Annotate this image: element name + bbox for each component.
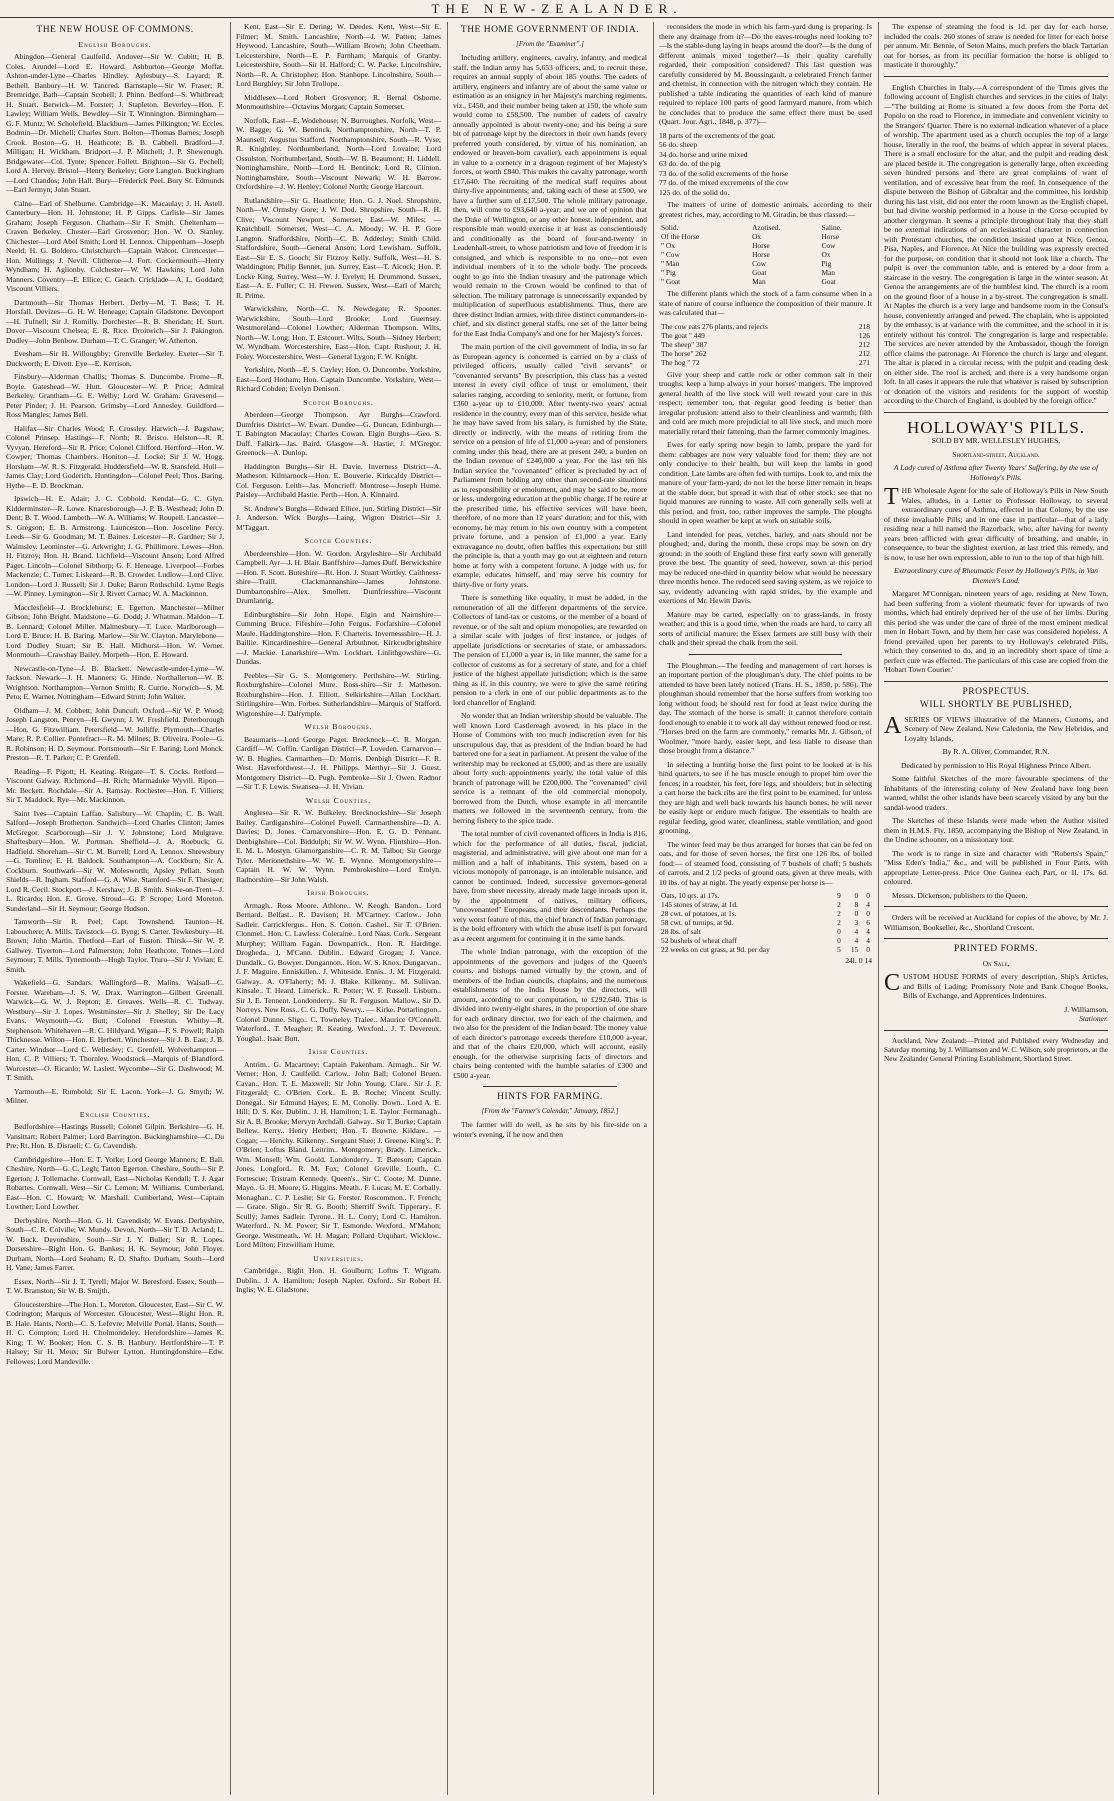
paragraph: Manure may be carted, especially on to grass-lands, in frosty weather; and this is a good time, when the roads are hard, to carry all sorts of artificial manure; the Essex farmers are still busy with their chalk and their spread the chalk from the soil.	[659, 609, 872, 647]
table-header-row	[659, 223, 872, 232]
paragraph-text: SERIES OF VIEWS illustrative of the Manners, Customs, and Scenery of New Zealand, New Caledonia, the New Hebrides, and Loyalty Islands,	[904, 714, 1108, 743]
table-cell: The cow eats 276 plants, and rejects	[661, 321, 768, 331]
section-heading: English Boroughs.	[78, 39, 152, 49]
table-cell: " Pig	[661, 268, 676, 277]
advert-title: HOLLOWAY'S PILLS.	[906, 417, 1086, 437]
paragraph: The matters of urine of domestic animals, according to their greatest riches, may, according to M. Giradin, be thus classed:—	[659, 200, 872, 219]
divider	[483, 1086, 617, 1087]
table-row	[659, 268, 872, 277]
table-cell: 2	[837, 909, 841, 918]
paragraph: Gloucestershire—The Hon. L. Moreton. Gloucester, East—Sir C. W. Codrington; Marquis of Worcester. Gloucester, West—Right Hon. R. B. Hale. Hants, North—C. S. Lefevre; Melville Portal. Hants, South—H. C. Compton; Lord H. Cholmondeley. Herefordshire—James K. King; T. W. Booker; Hon. C. S. B. Hanbury. Hertfordshire—T. P. Halsey; Sir H. Meux; Sir Bulwer Lytton. Huntingdonshire—Edw. Fellowes; Lord Mandeville.	[6, 1299, 224, 1366]
paragraph: Yorkshire, North—E. S. Cayley; Hon. O. Duncombe. Yorkshire, East—Lord Hotham; Hon. Captain Duncombe. Yorkshire, West—Richard Cobden; Evelyn Denison.	[236, 365, 441, 393]
paragraph: Beaumaris—Lord George Paget. Brecknock—C. R. Morgan. Cardiff—W. Coffin. Cardigan District—P. Loveden. Carnarvon—W. B. Hughes. Carmarthen—D. Morris. Denbigh District—F. R. West. Haverfordwest—J. H. Philipps. Merthyr—Sir J. Guest. Montgomery District—D. Pugh. Pembroke—Sir J. Owen. Radnor—Sir T. F. Lewis. Swansea—J. H. Vivian.	[236, 734, 441, 791]
paragraph: Orders will be received at Auckland for copies of the above, by Mr. J. Williamson, Bookseller, &c., Shortland Crescent.	[884, 913, 1108, 932]
table-row	[659, 349, 872, 358]
section-heading: English Counties.	[79, 1109, 151, 1119]
table-header: Saline.	[821, 223, 842, 232]
paragraph: Anglesea—Sir R. W. Bulkeley. Brecknockshire—Sir Joseph Bailey. Cardiganshire—Colonel Powell. Carmarthenshire—D. A. Davies; D. Jones. Carnarvonshire—Hon. E. G. D. Pennant. Denbighshire—Col. Biddulph; Sir W. W. Wynn. Flintshire—Hon. E. M. L. Mostyn. Glamorganshire—C. R. M. Talbot; Sir George Tyler. Merionethshire—W. W. E. Wynne. Montgomeryshire—Captain H. W. W. Wynn. Pembrokeshire—Lord Emlyn. Radnorshire—Sir John Walsh.	[236, 808, 441, 884]
table-cell: Horse	[821, 232, 840, 241]
table-cell: 52 bushels of wheat chaff	[661, 936, 737, 945]
drop-cap: T	[884, 484, 899, 510]
section-heading: Irish Boroughs.	[307, 888, 370, 897]
paragraph: The main portion of the civil government of India, in so far as European agency is concerned is carried on by a class of privileged officers, usually called "civil servants" or "covenanted servants" By prescription, this class has a vested interest in every civil office of trust or emolument, their salaries ranging, according to seniority, merit, or fortune, from £360 a-year up to £10,000. After twenty-two years' actual residence in the country, every man of this service, beside what he may have saved from his salary, is furnished by the State, directly or indirectly, with the means of retiring from the service on a pension of life of £1,000 a-year; and of pensioners coming under this head, there are at present 240, a burden on the Indian revenue of £240,000 a year. For the last ten his Indian service the "covenanted" officer is precluded by act of Parliament from holding any other than second-rate situations as to responsibility or emolument, and may be said to be, more or less, undergoing education at the public charge. If he retire at the prescribed time, his effective services will have been, therefore, of no more than 12 years' duration; and for this, with economy, he may return to his own country with a competent private fortune, and a pension of £1,000 a year. Early extravagance no doubt, often baffles this expectation; but still the principle is, that a youth may go out at eighteen and return home at forty with a competent fortune. A judge with us, for example, educates himself, and may serve his country for thirty-five or forty years.	[453, 342, 647, 589]
paragraph: In selecting a hunting horse the first point to be looked at is his hind quarters, to see if he has muscle enough to propel him over the fences; in a roadster, his feet, fore legs, and shoulders; but in selecting a cart horse the back ribs are the first point to be examined, for unless they are high and well back towards his haunch bones, he will never be easily kept or endure much fatigue. The essentials to health are regular feeding, good water, cleanliness, stable ventilation, and good grooming.	[659, 759, 872, 835]
table-cell: The goat " 449	[661, 330, 705, 340]
table-header: Azotised.	[752, 223, 781, 232]
table-cell: The hog " 72	[661, 357, 700, 367]
table-cell: Cow	[821, 241, 836, 250]
table-row	[659, 232, 872, 241]
source-note: [From the "Examiner".]	[516, 39, 584, 48]
advert-signature: J. Williamson,	[1064, 1004, 1108, 1014]
table-cell: Man	[821, 268, 836, 277]
paragraph: Edinburghshire—Sir John Hope. Elgin and Nairnshire—Cumming Bruce. Fifeshire—John Fergus. Forfarshire—Colonel Maule. Haddingtonshire—Hon. F. Charteris. Invernessshire—H. J. Baillie. Kincardineshire—General Arbuthnot. Kirkcudbrightshire—J. Mackie. Lanarkshire—Wm. Lockhart. Linlithgowshire—G. Dundas.	[236, 609, 441, 666]
table-row	[659, 241, 872, 250]
paragraph: Halifax—Sir Charles Wood; F. Crossley. Harwich—J. Bagshaw; Colonel Prinsep. Hastings—F. North; R. Brisco. Helston—R. R. Vyvyan. Hereford—Sir R. Price; Colonel Clifford. Hertford—Hon. W. Cowper; Thomas Chambers. Honiton—J. Locke; Sir J. W. Hogg. Horsham—W. R. S. Fitzgerald. Huddersfield—W. R. Stansfeld. Hull—James Clay; Lord Goderich. Huntingdon—Colonel Peel; Thos. Baring. Hythe—E. D. Brockman.	[6, 423, 224, 490]
advert-subtitle: SOLD BY MR. WELLESLEY HUGHES,	[931, 436, 1061, 445]
section-heading: Irish Counties.	[308, 1047, 369, 1056]
advert-title: PROSPECTUS.	[962, 686, 1030, 697]
table-row	[659, 331, 872, 340]
advert-caption: Extraordinary cure of Rheumatic Fever by Holloway's Pills, in Van Diemen's Land.	[894, 566, 1098, 585]
paragraph: Wakefield—G. Sandars. Wallingford—R. Malins. Walsall—C. Forster. Wareham—J. S. W. Drax. Warrington—Gilbert Greenall. Warwick—G. W. J. Repton; E. Greaves. Wells—R. C. Tudway. Westbury—Sir J. Lopes. Westminster—Sir J. Shelley; Sir De Lacy Evans. Weymouth—G. Butt; Colonel Freestun. Whitby—R. Stephenson. Whitehaven—R. C. Hildyard. Wigan—F. S. Powell; Ralph Thicknesse. Wilton—Hon. E. Herbert. Winchester—Sir J. B. East; J. B. Carter. Windsor—Lord C. Wellesley; C. Grenfell. Wolverhampton—Hon. C. P. Villiers; T. Thornley. Woodstock—Marquis of Blandford. Worcester—O. Ricardo; W. Laslett. Wycombe—Sir G. Dashwood; M. T. Smith.	[6, 978, 224, 1082]
paragraph: The expense of steaming the food is 1d. per day for each horse, included the coals. 260 stones of straw is needed for litter for each horse per annum. Mr. Bennie, of Seton Mains, much prefers the black Tartarian oat for horses, as from its peculiar formation the horse is obliged to masticate it thoroughly."	[884, 22, 1108, 69]
table-cell: 218	[858, 321, 870, 331]
list-item: 125 do. of the solid do.	[659, 187, 730, 197]
advert-dedication: Dedicated by permission to His Royal Highness Prince Albert.	[900, 760, 1092, 770]
cost-table	[659, 891, 872, 954]
paragraph: The work is to range in size and character with "Roberts's Spain," "Miss Eden's India," &c., and will be published in Four Parts, with appropriate Letter-press. Price One Guinea each Part, or 1l. 17s. 6d. coloured.	[884, 848, 1108, 886]
paragraph: Rutlandshire—Sir G. Heathcote; Hon. G. J. Noel. Shropshire, North—W. Ormsby Gore; J. W. Dod. Shropshire, South—R. H. Clive; Viscount Newport. Somerset, East—W. Miles; —Knatchbull. Somerset, West—C. A. Moody; W. H. P. Gore Langton. Staffordshire, North—C. B. Adderley; Smith Child. Staffordshire, South—General Anson; Lord Lewisham. Suffolk, East—Sir E. S. Gooch; Sir Fitzroy Kelly. Suffolk, West—H. S. Waddington; Philip Bennet, jun. Surrey, East—T. Alcock; Hon. P. Locke King. Surrey, West—W. J. Evelyn; H. Drummond. Sussex, East—A. E. Fuller; C. H. Frewen. Sussex, West—Earl of March; R. Prime.	[236, 195, 441, 300]
table-row	[659, 936, 872, 945]
paragraph: Reading—F. Pigott; H. Keating. Reigate—T. S. Cocks. Retford—Viscount Galway. Richmond—H. Rich; Marmaduke Wyvill. Ripon—Mr. Beckett. Rochdale—Sir A. Ramsay. Rochester—Hon. F. Villiers; Sir T. Maddock. Rye—Mr. Mackinnon.	[6, 766, 224, 804]
table-cell: Ox	[821, 250, 831, 259]
table-cell: 2	[837, 900, 841, 909]
paragraph: Ipswich—H. E. Adair; J. C. Cobbold. Kendal—G. C. Glyn. Kidderminster—R. Lowe. Knaresborough—J. P. B. Westhead; John D. Dent; B. T. Wood. Lambeth—W. A. Williams; W. Roupell. Lancaster—S. Gregson; E. B. Armstrong. Launceston—Hon. Josceline Percy. Leeds—Sir G. Goodman; M. T. Baines. Leicester—R. Gardner; Sir J. Walmsley. Leominster—G. Arkwright; J. G. Phillimore. Lewes—Hon. H. Fitzroy; Hon. H. Brand. Lichfield—Viscount Anson; Lord Alfred Paget. Lincoln—Colonel Sibthorp; G. F. Heneage. Liverpool—Forbes Mackenzie; C. Turner. Liskeard—R. B. Crowder. Ludlow—Lord Clive. London—Lord J. Russell; Sir J. Duke; Baron Rothschild. Lyme Regis—W. Pinney. Lymington—Sir J. Rivett Carnac; W. A. Mackinnon.	[6, 494, 224, 598]
paragraph: The total number of civil covenanted officers in India is 816, which for the performance of all duties, fiscal, judicial, magisterial, and administrative, will give about one man for a million and a half of inhabitants. This system, based on a vicious monopoly of patronage, is an intolerable nuisance, and cannot be continued. Indeed, successive governors-general have, from sheer necessity, already made large inroads upon it, by the appointment of natives, military officers, "uncovenanted" Europeans, and their descendants. Perhaps the very worst feature of this, the chief branch of Indian patronage, is the bold effrontery with which the abuse itself is put forward as a recent argument for continuing it in the same hands.	[453, 829, 647, 943]
table-cell: Horse	[752, 250, 770, 259]
paragraph: Dartmouth—Sir Thomas Herbert. Derby—M. T. Bass; T. H. Horsfall. Devizes—G. H. W. Heneage; Captain Gladstone. Devonport—H. Tufnell; Sir J. Romilly. Dorchester—R. B. Sheridan; H. Sturt. Dover—Viscount Chelsea; E. R. Rice. Droitwich—Sir J. Pakington. Dudley—John Benbow. Durham—T. C. Granger; W. Atherton.	[6, 297, 224, 345]
paragraph-text: HE Wholesale Agent for the sale of Holloway's Pills in New South Wales, alludes, in a Letter to Professor Holloway, to several extraordinary cures of Asthma, effected in that Colony, by the use of these invaluable Pills; and in one case in particular—that of a lady residing near a hill named the Razorback, who, after having for twenty years been afflicted with great difficulty of breathing, and unable, in consequence, to bear the slightest exertion, at last tried this remedy, and is now, to use her own expression, able to run to the top of that high hill.	[884, 486, 1108, 562]
table-row	[659, 322, 872, 331]
table-cell: 4	[866, 936, 870, 945]
table-cell: 0	[854, 891, 859, 900]
table-cell: 212	[858, 339, 870, 349]
table-cell: 9	[837, 891, 841, 900]
paragraph: Calne—Earl of Shelburne. Cambridge—K. Macaulay; J. H. Astell. Canterbury—Hon. H. Johnstone; H. P. Gipps. Carlisle—Sir James Graham; Joseph Ferguson. Chatham—Sir F. Smith. Cheltenham—Craven Berkeley. Chester—Earl Grosvenor; Hon. W. O. Stanley. Chichester—Lord Abel Smith; Lord H. Lennox. Chippenham—Joseph Neeld; H. G. Boldero. Christchurch—Captain Walcot. Cirencester—Hon. Mullings; J. Nevill. Clitheroe—J. Fort. Cockermouth—Henry Wyndham; H. Aglionby. Colchester—W. W. Hawkins; Lord John Manners. Coventry—E. Ellice; C. Geach. Cricklade—A. L. Goddard; Viscount Villiers.	[6, 198, 224, 293]
paragraph: Give your sheep and cattle rock or other common salt in their troughs; keep a lump always in your horses' mangers. The improved general health of the live stock will well reward your care in this respect; remember too, that regular good feeding is better than irregular profusion: attend also to their cleanliness and warmth; filth and cold are much more prejudicial to all live stock, and much more materially retard their fattening, than the farmer commonly imagines.	[659, 369, 872, 436]
table-cell: 271	[858, 357, 870, 367]
paragraph: Yarmouth—E. Rumbold; Sir E. Lacon. York—J. G. Smyth; W. Milner.	[6, 1086, 224, 1105]
paragraph: Antrim.. G. Macartney; Captain Pakenham. Armagh.. Sir W. Verner; Hon. J. Caulfeild. Carlow.. John Ball; Colonel Bruen. Cavan.. Hon. T. E. Maxwell; Sir John Young. Clare.. Sir J. F. Fitzgerald; C. O'Brien. Cork.. E. B. Roche; Vincent Scully. Donegal.. Sir Edmund Hayes; E. M. Conolly. Down.. Lord A. E. Hill; D. S. Ker. Dublin.. J. H. Hamilton; I. E. Taylor. Fermanagh.. Sir A. B. Brooke; Mervyn Archdall. Galway.. Sir T. Burke; Captain Bellew. Kerry.. Henry Herbert; Hon. T. Browne. Kildare.. — Cogan; — Henchy. Kilkenny.. Sergeant Shee; J. Greene. King's.. P. O'Brien; Loftus Bland. Leitrim.. Montgomery; Brady. Limerick.. Wm. Monsell; Wm. Goold. Londonderry.. T. Bateson; Captain Jones. Longford.. R. M. Fox; Colonel Greville. Louth.. C. Fortescue; Tristram Kennedy. Queen's.. Sir C. Coote; M. Dunne. Mayo.. G. H. Moore; G. Higgins. Meath.. F. Lucas; M. E. Corbally. Monaghan.. C. P. Leslie; Sir G. Forster. Roscommon.. F. French; — Grace. Sligo.. Sir R. G. Booth; Sherriff Swift. Tipperary.. F. Scully; James Sadleir. Tyrone.. H. L. Corry; Lord C. Hamilton. Waterford.. N. M. Power; Sir T. Esmonde. Wexford.. M'Mahon; George. Westmeath.. W. H. Magan; Pollard Urquhart. Wicklow.. Lord Milton; Fitzwilliam Hume.	[236, 1059, 441, 1249]
paragraph: St. Andrew's Burghs—Edward Ellice, jun. Stirling District—Sir J. Anderson. Wick Burghs—Laing. Wigton District—Sir J. M'Taggart.	[236, 503, 441, 532]
table-row	[659, 259, 872, 268]
article-title: THE NEW HOUSE OF COMMONS.	[36, 25, 194, 35]
paragraph: Peebles—Sir G. S. Montgomery. Perthshire—W. Stirling. Roxburghshire—Colonel Mure. Ross-shire—Sir J. Matheson. Roxburghshire—Hon. J. Elliott. Selkirkshire—Allan Lockhart. Stirlingshire—Wm. Forbes. Sutherlandshire—Marquis of Stafford. Wigtonshire—J. Dalrymple.	[236, 670, 441, 718]
manure-list	[659, 131, 872, 198]
divider	[884, 938, 1108, 939]
section-heading: Welsh Boroughs.	[304, 722, 373, 731]
table-cell: 28 lbs. of salt	[661, 927, 701, 936]
divider	[884, 412, 1108, 413]
section-heading: Scotch Boroughs.	[303, 397, 374, 407]
paragraph-text: USTOM HOUSE FORMS of every description, Ship's Articles, and Bills of Lading; Promissory Note and Bank Cheque Books, Bills of Exchange, and Apprentices Indentures.	[903, 972, 1108, 1000]
paragraph: Newcastle-on-Tyne—J. B. Blackett. Newcastle-under-Lyme—W. Jackson. Newark—J. H. Manners; G. Hinde. Northallerton—W. B. Wrightson. Northampton—Vernon Smith; R. Currie. Norwich—S. M. Peto; E. Warner. Nottingham—Edward Strutt; John Walter.	[6, 663, 224, 701]
paragraph: Armagh.. Ross Moore. Athlone.. W. Keogh. Bandon.. Lord Bernard. Belfast.. R. Davison; H. M'Cartney. Carlow.. John Sadleir. Carrickfergus.. Hon. S. Cotton. Cashel.. Sir T. O'Brien. Clonmel.. Hon. C. Lawless. Coleraine.. Lord Naas. Cork.. Sergeant Murphey; William Fagan. Downpatrick.. Hon. R. Hardinge. Drogheda.. J. M'Cann. Dublin.. Edward Grogan; J. Vance. Dundalk.. G. Bowyer. Dungannon.. Hon. W. S. Knox. Dungarvan.. J. F. Maguire. Enniskillen.. J. Whiteside. Ennis.. J. M. Fitzgerald. Galway.. A. O'Flaherty; M. J. Blake. Kilkenny.. M. Sullivan. Kinsale.. T. Heard. Limerick.. R. Potter; W. F. Russell. Lisburn.. Sir J. E. Tennent. Londonderry.. Sir R. Ferguson. Mallow.. Sir D. Norreys. New Ross.. C. G. Duffy. Newry.. — Kirke. Portarlington.. Colonel Dunne. Sligo.. C. Towneley. Tralee.. Maurice O'Connell. Waterford.. T. Meagher; R. Keating. Wexford.. J. T. Devereux. Youghal.. Isaac Butt.	[236, 900, 441, 1043]
column-3	[447, 22, 653, 1795]
table-cell: " Cow	[661, 250, 680, 259]
table-cell: 4	[866, 900, 870, 909]
table-cell: " Goat	[661, 277, 681, 286]
divider	[884, 1030, 1108, 1031]
table-row	[659, 900, 872, 909]
table-cell: 0	[866, 909, 870, 918]
advert-author: By R. A. Oliver, Commander, R.N.	[942, 747, 1050, 756]
table-row	[659, 277, 872, 286]
table-cell: Of the Horse	[661, 232, 700, 241]
article-title: THE HOME GOVERNMENT OF INDIA.	[460, 25, 640, 35]
paragraph: Oldham—J. M. Cobbett; John Duncuft. Oxford—Sir W. P. Wood; Joseph Langston. Penryn—H. Gwynn; J. W. Freshfield. Peterborough—Hon. G. Fitzwilliam. Petersfield—W. Jolliffe. Plymouth—Charles Mare; R. P. Collier. Pontefract—R. M. Milnes; B. Oliveira. Poole—G. R. Robinson; H. D. Seymour. Portsmouth—Sir F. Baring; Lord Monck. Preston—R. T. Parker; C. P. Grenfell.	[6, 705, 224, 762]
cost-total: 24l. 0 14	[845, 956, 872, 965]
paragraph: Middlesex—Lord Robert Grosvenor; R. Bernal Osborne. Monmouthshire—Octavius Morgan; Captain Somerset.	[236, 92, 441, 111]
paragraph: Saint Ives—Captain Laffan. Salisbury—W. Chaplin; C. B. Wall. Salford—Joseph Brotherton. Sandwich—Lord Charles Clinton; James McGregor. Scarborough—Sir J. V. Johnstone; Lord Mulgrave. Shaftesbury—Hon. W. Portman. Sheffield—J. A. Roebuck; G. Hadfield. Shoreham—Sir C. M. Burrell; Lord A. Lennox. Shrewsbury—G. Tomline; E. H. Baldock. Southampton—A. Cockburn; Sir A. Cockburn. Southwark—Sir W. Molesworth; Apsley Pellatt. South Shields—R. Ingham. Stafford—G. A. Wise. Stamford—Sir F. Thesiger; Lord R. Cecil. Stockport—J. Kershaw; J. B. Smith. Stoke-on-Trent—J. L. Ricardo; Hon. E. Grove. Stroud—G. P. Scrope; Lord Moreton. Sunderland—Sir H. Seymour; George Hudson.	[6, 808, 224, 913]
drop-cap: A	[884, 712, 902, 739]
divider	[884, 76, 1108, 77]
table-cell: 2	[837, 918, 841, 927]
paragraph: Aberdeenshire—Hon. W. Gordon. Argyleshire—Sir Archibald Campbell. Ayr—J. H. Blair. Banffshire—James Duff. Berwickshire—Hon. F. Scott. Buteshire—Rt. Hon. J. Stuart Wortley. Caithness-shire—Traill. Clackmannanshire—James Johnstone. Dumbartonshire—Alex. Smollett. Dumfriesshire—Viscount Drumlanrig.	[236, 548, 441, 605]
table-cell: Goat	[752, 268, 767, 277]
paragraph	[884, 486, 1108, 562]
table-cell: " Ox	[661, 241, 675, 250]
paragraph: Evesham—Sir H. Willoughby; Grenville Berkeley. Exeter—Sir T. Duckworth; E. Divett. Eye—E. Kerrison.	[6, 349, 224, 368]
column-4	[653, 22, 878, 1795]
paragraph: The winter feed may be thus arranged for horses that can be fed on oats, and for those of seven horses, the first one 126 lbs. of boiled food:— of steamed food, consisting of 7 bushels of chaff; 5 bushels of carrots, and 2 1/2 pecks of ground oats, given at three meals, with 10 lbs. of hay at night. The yearly expense per horse is—	[659, 839, 872, 887]
section-heading: Scotch Counties.	[304, 536, 373, 545]
list-item: 34 do. horse and urine mixed	[659, 149, 748, 159]
paragraph: Essex, North—Sir J. T. Tyrell; Major W. Beresford. Essex, South—T. W. Bramston; Sir W. B. Smijth.	[6, 1276, 224, 1295]
paragraph: Bedfordshire—Hastings Russell; Colonel Gilpin. Berkshire—G. H. Vansittart; Robert Palmer; Lord Barrington. Buckinghamshire—C. Du Pre; Rt. Hon. B. Disraeli; C. G. Cavendish.	[6, 1122, 224, 1150]
table-row	[659, 250, 872, 259]
paragraph: Including artillery, engineers, cavalry, infantry, and medical staff, the Indian army has 5,653 officers, and, to recruit these, requires an annual supply of about 185 youths. The cadets of artillery, engineers and infantry are of about the same value or estimation as an ensigncy in her Majesty's marching regiments, viz., £450, and their number being taken at 150, the whole sum would come to £58,500. The number of cadets of cavalry annually appointed is about twenty-one; and his being a sure bit of patronage kept by the directors in their own hands (every preferred youth considered, by virtue of his nomination, an endowed or heaven-born cavalier), each appointment is equal in value to a cornetcy in a dragoon regiment of her Majesty's forces, or worth £840. This makes the cavalry patronage, worth £17,640. The recruiting of the medical staff requires about thirty-five appointments; and, taking each of these at £500, we have a further sum of £17,500. The whole military patronage, then, will come to £93,640 a-year; and we are of opinion that the Duke of Wellington, or any other honest, independent, and responsible man would exercise it at least as conscientiously and conditionally as the board of four-and-twenty in Leadenhall-street, to whose patriotism and love of freedom it is consigned, and which is responsible to no one—not even individual members of it to the whole body. The proceeds ought to go into the Indian treasury and the patronage which would remain to the Crown would be confined to that of selection. The military patronage is unnecessarily expanded by multiplication of superfluous establishments. Thus, there are three distinct Indian armies, with three distinct commanders-in-chief, and six distinct general staffs, one set of the latter being for the East India Company's and one for her Majesty's forces.	[453, 53, 647, 338]
paragraph: There is something like equality, it must be added, in the remuneration of all the different departments of the service. Collectors of land-tax or customs, or the member of a board of revenue, or of the salt and opium monopolies, are rewarded on a similar scale with judges of first instance, or judges of appellate jurisdictions or secretaries of state, or ambassadors. The pension of £1,000 a year is, in like manner, the same for a collector of customs as for a secretary of state, and for a chief justice of the highest appellate jurisdiction; which is the same thing as if, in this country, we were to give the same retiring pension to a clerk in one of our public departments as to the lord chancellor of England.	[453, 593, 647, 707]
table-cell: Ox	[752, 232, 762, 241]
paragraph: Derbyshire, North—Hon. G. H. Cavendish; W. Evans. Derbyshire, South—C. R. Colville; W. Mundy. Devon, North—Sir T. D. Acland; L. W. Buck. Devonshire, South—Sir J. Y. Buller; Sir R. Lopes. Dorsetshire—Right Hon. G. Bankes; H. K. Seymour; John Floyer. Durham, North—Lord Seaham; R. D. Shafto. Durham, South—Lord H. Vane; James Farrer.	[6, 1215, 224, 1272]
table-cell: 58 cwt. of turnips, at 9d.	[661, 918, 734, 927]
table-row	[659, 945, 872, 954]
paragraph: Norfolk, East—E. Wodehouse; N. Burroughes. Norfolk, West—W. Bagge; G. W. Bentinck. Northamptonshire, North—T. P. Maunsell; Augustus Stafford. Northamptonshire, South—R. Vyse; R. Knightley. Northumberland, North—Lord Lovaine; Lord Ossulston. Northumberland, South—W. B. Beaumont; H. Liddell. Nottinghamshire, North—Lord H. Bentinck; Lord R. Clinton. Nottinghamshire, South—Viscount Newark; W. H. Barrow. Oxfordshire—J. W. Henley; Colonel North; George Harcourt.	[236, 115, 441, 191]
paragraph: Abingdon—General Caulfeild. Andover—Sir W. Cubitt; H. B. Coles. Arundel—Lord E. Howard. Ashburton—George Moffat. Ashton-under-Lyne—Charles Hindley. Aylesbury—S. Layard; R. Bethell. Banbury—H. W. Tancred. Barnstaple—Sir W. Fraser; R. Bremridge. Bath—Captain Scobell; J. Phinn. Bedford—S. Whitbread; H. Stuart. Berwick—M. Forster; J. Stapleton. Beverley—Hon. F. Lawley; William Wells. Bewdley—Sir T. Winnington. Birmingham—G. F. Muntz; W. Scholefield. Blackburn—James Pilkington; W. Eccles. Bodmin—Dr. Michell; Charles Sturt. Bolton—Thomas Barnes; Joseph Crook. Boston—G. H. Heathcote; B. B. Cabbell. Bradford—J. Milligan; H. Wickham. Bridport—J. P. Mitchell; J. P. Shewenugh. Bridgewater—Col. Tynte; Spencer Follett. Brighton—Sir G. Pechell; Lord A. Hervey. Bristol—Henry Berkeley; Gore Langton. Buckingham—Lord Chandos; John Hall. Bury—Frederick Peel. Bury St. Edmunds—Earl Jermyn; John Stuart.	[6, 52, 224, 194]
table-header: Solid.	[661, 223, 679, 232]
divider	[689, 654, 842, 655]
advert-subtitle: WILL SHORTLY BE PUBLISHED,	[919, 700, 1073, 710]
table-row	[659, 340, 872, 349]
table-cell: 5	[837, 945, 841, 954]
advert-subtitle: On Sale,	[982, 958, 1010, 968]
paragraph: The whole Indian patronage, with the exception of the appointments of the governors and judges of the Queen's courts, and bishops named virtually by the crown, and of members of the Indian councils, chaplains, and the numerous establishments of the India House by the directors, will amount, according to our computation, to £292,640. This is divided into twenty-eight shares, in the proportion of one share for each ordinary director, two for each of the chairmen, and two also for the president of the Indian board. The money value of each director's patronage exceeds therefore £10,000 a-year, and that of the chairs £20,000, which will account, easily enough, for the otherwise surprising facts of directors and chairs being contented with the humble salaries of £300 and £500 a-year.	[453, 947, 647, 1080]
table-cell: 4	[866, 927, 870, 936]
paragraph	[884, 972, 1108, 1001]
table-cell: 6	[866, 918, 870, 927]
paragraph: Messrs. Dickenson, publishers to the Queen.	[892, 890, 1028, 900]
table-cell: 0	[866, 891, 870, 900]
table-cell: 22 weeks on cut grass, at 9d. per day	[661, 945, 770, 954]
advert-address: Shortland-street, Auckland.	[952, 449, 1040, 459]
paragraph: Aberdeen—George Thompson. Ayr Burghs—Crawford. Dumfries District—W. Ewart. Dundee—G. Duncan. Edinburgh—T. Babington Macaulay; Charles Cowan. Elgin Burghs—Geo. S. Duff. Falkirk—Jas. Baird. Glasgow—A. Hastie; J. M'Gregor. Greenock—A. Dunlop.	[236, 410, 441, 457]
table-cell: Horse	[752, 241, 770, 250]
divider	[884, 906, 1108, 907]
table-cell: The horse" 262	[661, 348, 707, 358]
list-item: 63 do. do. of the pig	[659, 159, 721, 168]
list-item: 18 parts of the excrements of the goat.	[659, 130, 776, 140]
table-cell: 126	[858, 330, 870, 340]
paragraph: Margaret M'Connigan, nineteen years of age, residing at New Town, had been suffering from a violent rheumatic fever for upwards of two months, which had entirely deprived her of the use of her limbs. During this period she was under the care of three of the most eminent medical men in Hobart Town, and by them her case was considered hopeless. A friend prevailed upon her parents to try Holloway's celebrated Pills, which they consented to do, and in an incredibly short space of time a perfect cure was effected. The particulars of this case are copied from the 'Hobart Town Courier.'	[884, 589, 1108, 674]
table-cell: Man	[752, 277, 766, 286]
paragraph: Cambridgeshire—Hon. E. T. Yorke; Lord George Manners; E. Ball. Cheshire, North—G. C. Legh; Tatton Egerton. Cheshire, South—Sir P. Egerton; J. Tollemache. Cornwall, East—Nicholas Kendall; T. J. Agar Robartes. Cornwall, West—Sir C. Lemon; M. Williams. Cumberland, East—Hon. C. Howard; W. Marshall. Cumberland, West—Captain Lowther; Lord Lowther.	[6, 1154, 224, 1211]
table-cell: 3	[854, 918, 859, 927]
table-cell: 0	[837, 936, 841, 945]
paragraph: Kent, East—Sir E. Dering; W. Deedes. Kent, West—Sir E. Filmer; M. Smith. Lancashire, North—J. W. Patten; James Heywood. Lancashire, South—William Brown; John Cheetham. Leicestershire, North—E. P. Farnham; Marquis of Granby. Leicestershire, South—Sir H. Halford; C. W. Packe. Lincolnshire, North—R. A. Christopher; Hon. Stanhope. Lincolnshire, South—Lord Burghley; Sir John Trollope.	[236, 22, 441, 88]
paragraph	[884, 712, 1108, 744]
table-cell: " Man	[661, 259, 680, 268]
table-cell: 15	[850, 945, 859, 954]
paragraph: Macclesfield—J. Brocklehurst; E. Egerton. Manchester—Milner Gibson; John Bright. Maidstone—G. Dodd; J. Whatman. Maldon—T. B. Lennard; Colonel Miller. Malmesbury—T. Luce. Marlborough—Lord E. Bruce; H. B. Baring. Marlow—Sir W. Clayton. Marylebone—Lord Dudley Stuart; Sir B. Hall. Midhurst—Hon. W. Verner. Monmouth—Crawshay Bailey. Morpeth—Hon. E. Howard.	[6, 602, 224, 659]
paragraph: English Churches in Italy.—A correspondent of the Times gives the following account of English churches and services in the cities of Italy:—"The building at Rome is situated a few doors from the Porta del Popolo on the road to Florence, in immediate and convenient vicinity to the Strangers' Quarter. There is no external indication whatever of a place of worship. The apartment used as a church occupies the top of a large house, literally in the roof, the beams of which appear in several places. There is a small enclosure for the altar, and the pulpit and reading desk are placed beside it. The congregation is generally large, often exceeding seven hundred persons and there are great complaints of want of ventilation, and of excessive heat from the roof. In consequence of the dispute between the Bishop of Gibraltar and the committee, his lordship during his last visit, did not enter the room known as the English chapel, but had divine worship performed in a house in the Corso occupied by another clergyman. It seems a principle throughout Italy that they shall be no external indications of an ecclesiastical character in connection with Protestant churches, the condition insisted upon at Nice, Genoa, Pisa, Naples, and Florence. At Nice the building was expressly erected for the purpose, on condition that it should not look like a church. The pulpit is over the communion table, and is entered by a door from a staircase in the vestry. The congregation is large in the winter season. At Genoa the arrangements are of the humblest kind. The church is a room on the ground floor of a house in a by-street. The congregation is small. At Naples the church is a very large and handsome room in the Consul's house, conveniently arranged and pewed. The chaplain, who is appointed by the embassy, is at variance with the committee, and the school in it is entirely without his control. The congregation is large and respectable. The services are never attended by the Ambassador, though the foreign office claims the patronage. At Florence the church is large and elegant. The altar is placed in a circular recess, with the pulpit and reading desk on either side. The roof is arched, and there is a very handsome organ loft. In all cases it appears the rule that whatever is raised by subscription or donation of the visitors and residents for the support of worship according to the Church of England, is doubled by the foreign office."	[884, 82, 1108, 405]
column-5	[878, 22, 1114, 1795]
article-title: HINTS FOR FARMING.	[497, 1092, 603, 1102]
paragraph: Land intended for peas, vetches, barley, and oats should not be ploughed; and, during the month, these crops may be sown on dry ground: in the south of England these first early sown will generally prove the best. The quantity of seed, however, sown at this period may be reduced one-third in quantity below what would be necessary three months hence. The reduced seed saving system, as we rejoice to say, evidently advancing with rapid strides, by the example and exertions of Mr. Hewitt Davis.	[659, 529, 872, 605]
paragraph: Finsbury—Alderman Challis; Thomas S. Duncombe. Frome—R. Boyle. Gateshead—W. Hutt. Gloucester—W. P. Price; Admiral Berkeley. Grantham—G. E. Welby; Lord W. Graham. Gravesend—Peter Pinder; J. H. Pearson. Grimsby—Lord Annesley. Guildford—Ross Mangles; James Bell.	[6, 372, 224, 419]
column-2	[230, 22, 447, 1795]
table-cell: 145 stones of straw, at 1d.	[661, 900, 738, 909]
table-cell: 212	[858, 348, 870, 358]
table-row	[659, 891, 872, 900]
section-heading: Welsh Counties.	[305, 795, 372, 805]
advert-caption: A Lady cured of Asthma after Twenty Years' Suffering, by the use of Holloway's Pills.	[893, 463, 1099, 482]
table-row	[659, 358, 872, 367]
table-cell: 28 cwt. of potatoes, at 1s.	[661, 909, 737, 918]
paragraph: The Ploughman.—The feeding and management of cart horses is an important portion of the ploughman's duty. The chief points to be attended to have been lately noticed (Trans. H. S., 1850, p. 586). The ploughman should remember that the horse suffers from working too long without food; he should rest for food at least twice during the day. The stomach of the horse is small: it cannot therefore contain food enough to enable it to work all day without renewed food or rest. "Horses bred on the farm are commonly," remarks Mr. J. Gibson, of Woolmer, "more hardy, easier kept, and less liable to disease than those brought from a distance."	[659, 660, 872, 755]
list-item: 56 do. sheep	[659, 140, 698, 149]
paragraph: reconsiders the mode in which his farm-yard dung is preparing. Is there any drainage from it?—Do the eaves-troughs need looking to?—Is the stable-dung laying in heaps around the door?—Is the dung of different animals mixed together?—Is their quality carefully regarded, their composition considered? This last question was carefully considered by M. Boussingault, a celebrated French farmer and chemist, in connection with the nitrogen which they contain. He published a table indicating the quantities of each kind of manure required to replace 100 parts of good farmyard manure, from which he concludes that to produce the same effect there must be used (Quart. Jour. Agri., 1848, p. 377)—	[659, 22, 872, 126]
paragraph: Ewes for early spring now begin to lamb, prepare the yard for them: cabbages are now very valuable food for them; they are not only conducive to their health, but will keep the lambs in good condition. Late lambs are often fed with turnips. Look to, and mix the manure of your farm-yard; do not let the horse litter remain in heaps at the stable door, but spread it with that of other stock: see that no liquid manures are running to waste. All corn generally sells well at this period, and frost, too, rather improves the sample. The ploughs should in open weather be kept at work on suitable soils.	[659, 440, 872, 525]
paragraph: Warwickshire, North—C. N. Newdegate; R. Spooner. Warwickshire, South—Lord Brooke; Lord Guernsey. Westmoreland—Colonel Lowther; Alderman Thompson. Wilts, North—W. Long; Hon. T. Estcourt. Wilts, South—Sidney Herbert; W. Wyndham. Worcestershire, East—Hon. Capt. Rushout; J. H. Foley. Worcestershire, West—General Lygon; F. W. Knight.	[236, 304, 441, 361]
table-cell: 4	[854, 927, 859, 936]
imprint: Auckland, New Zealand:—Printed and Published every Wednesday and Saturday morning, by J. Williamson and W. C. Wilson, sole proprietors, at the New Zealander General Printing Establishment, Shortland Street.	[884, 1036, 1108, 1063]
table-cell: Cow	[752, 259, 767, 268]
table-cell: Goat	[821, 277, 836, 286]
table-row	[659, 909, 872, 918]
list-item: 73 do. of the solid excrements of the horse	[659, 168, 789, 178]
advert-title: PRINTED FORMS.	[953, 944, 1039, 954]
list-item: 77 do. of the mixed excrements of the cow	[659, 178, 789, 187]
divider	[884, 681, 1108, 682]
drop-cap: C	[884, 970, 901, 996]
advert-signature: Stationer.	[1079, 1014, 1108, 1023]
masthead: THE NEW-ZEALANDER.	[0, 0, 1114, 18]
paragraph: The farmer will do well, as he sits by his fire-side on a winter's evening, if he now and then	[453, 1120, 647, 1139]
table-cell: Pig	[821, 259, 832, 268]
paragraph: The Sketches of these Islands were made when the Author visited them in H.M.S. Fly, 1850, accompanying the Bishop of New Zealand, in the Undine schooner, on a missionary tour.	[884, 816, 1108, 844]
table-row	[659, 927, 872, 936]
source-note: [From the "Farmer's Calendar," January, 1852.]	[481, 1106, 619, 1115]
table-cell: 0	[837, 927, 841, 936]
table-cell: The sheep" 387	[661, 339, 708, 349]
paragraph: Some faithful Sketches of the more favourable specimens of the Inhabitants of the interesting colony of New Zealand have long been wanted, whilst the other islands have been scarcely visited by any but the sandal-wood traders.	[884, 774, 1108, 812]
paragraph: Cambridge.. Right Hon. H. Goulburn; Loftus T. Wigram. Dublin.. J. A. Hamilton; Joseph Napier. Oxford.. Sir Robert H. Inglis; W. E. Gladstone.	[236, 1266, 441, 1294]
table-row	[659, 918, 872, 927]
paragraph: No wonder that an Indian writership should be valuable. The well known Lord Castlereagh avowed, in his place in the House of Commons with too much indiscretion even for his unscrupulous day, that as president of the Indian board he had bartered one for a seat in parliament. At present the value of the writership may be reckoned at £5,000; and as there are usually about forty such appointments yearly, the total value of this branch of patronage will be £200,000. The "covenanted" civil service is a remnant of the old commercial monopoly, borrowed from the Dutch, whose example in all mercantile matters we followed in the seventeenth century, from the herring fishery to the spice trade.	[453, 711, 647, 825]
paragraph: The different plants which the stock of a farm consume when in a state of nature of course influence the composition of their manure. It was calculated that—	[659, 289, 872, 317]
urine-table	[659, 223, 872, 286]
paragraph: Tamworth—Sir R. Peel; Capt. Townshend. Taunton—H. Labouchere; A. Mills. Tavistock—G. Byng; S. Carter. Tewkesbury—H. Brown; John Martin. Thetford—Earl of Euston. Thirsk—Sir W. P. Gallwey. Tiverton—Lord Palmerston; John Heathcote. Totnes—Lord Seymour; T. Mills. Tynemouth—Hugh Taylor. Truro—Sir J. Vivian; E. Smith.	[6, 917, 224, 974]
column-1	[0, 22, 230, 1795]
table-cell: 0	[866, 945, 870, 954]
section-heading: Universities.	[313, 1253, 364, 1263]
table-cell: 8	[854, 900, 859, 909]
table-cell: Oats, 10 qrs. at 17s.	[661, 891, 720, 900]
plants-table	[659, 322, 872, 367]
paragraph: Haddington Burghs—Sir H. Davie. Inverness District—A. Matheson. Kilmarnock—Hon. E. Bouverie. Kirkcaldy District—Col. Ferguson. Leith—Jas. Moncrieff. Montrose—Joseph Hume. Paisley—Archibald Hastie. Perth—Hon. A. Kinnaird.	[236, 461, 441, 499]
table-cell: 0	[854, 909, 859, 918]
table-cell: 4	[854, 936, 859, 945]
